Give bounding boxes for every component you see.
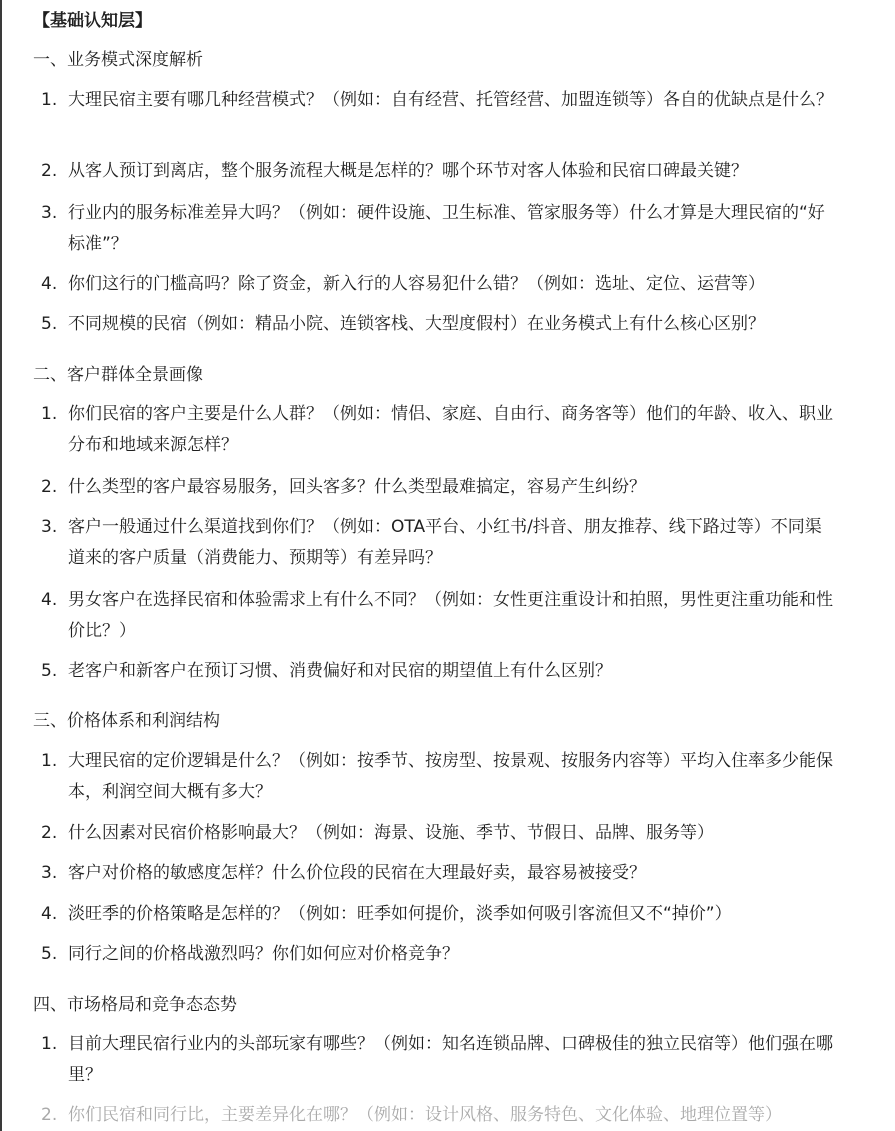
list-item xyxy=(33,472,838,503)
list-item-number: 4. xyxy=(41,274,58,294)
list-item xyxy=(33,746,838,808)
section-heading-pricing: 三、价格体系和利润结构 xyxy=(33,711,220,731)
list-item-number: 3. xyxy=(41,863,58,883)
list-item-text: 客户对价格的敏感度怎样？什么价位段的民宿在大理最好卖，最容易被接受？ xyxy=(68,863,646,883)
list-item-text: 大理民宿主要有哪几种经营模式？（例如：自有经营、托管经营、加盟连锁等）各自的优缺点是什么？ xyxy=(68,90,833,110)
list-item-number: 2. xyxy=(41,477,58,497)
list-item xyxy=(33,899,838,930)
list-item-text: 男女客户在选择民宿和体验需求上有什么不同？（例如：女性更注重设计和拍照，男性更注重功能和性价比？） xyxy=(68,590,833,641)
list-item-text: 不同规模的民宿（例如：精品小院、连锁客栈、大型度假村）在业务模式上有什么核心区别？ xyxy=(68,314,765,334)
list-item-text: 什么因素对民宿价格影响最大？（例如：海景、设施、季节、节假日、品牌、服务等） xyxy=(68,823,714,843)
list-item-number: 1. xyxy=(41,404,58,424)
list-item-number: 2. xyxy=(41,823,58,843)
list-item-text: 你们民宿和同行比，主要差异化在哪？（例如：设计风格、服务特色、文化体验、地理位置等） xyxy=(68,1105,782,1125)
section-heading-customer-profile: 二、客户群体全景画像 xyxy=(33,365,203,385)
list-item xyxy=(33,939,838,970)
list-item-text: 行业内的服务标准差异大吗？（例如：硬件设施、卫生标准、管家服务等）什么才算是大理民宿的“好标准”？ xyxy=(68,203,825,254)
list-item xyxy=(33,818,838,849)
list-item-number: 3. xyxy=(41,203,58,223)
list-item xyxy=(33,656,838,687)
list-item xyxy=(33,512,838,574)
list-item-text: 你们这行的门槛高吗？除了资金，新入行的人容易犯什么错？（例如：选址、定位、运营等） xyxy=(68,274,765,294)
list-item-text: 你们民宿的客户主要是什么人群？（例如：情侣、家庭、自由行、商务客等）他们的年龄、收入、职业分布和地域来源怎样？ xyxy=(68,404,833,455)
list-item-number: 5. xyxy=(41,661,58,681)
list-item xyxy=(33,585,838,647)
section-heading-market: 四、市场格局和竞争态态势 xyxy=(33,995,237,1015)
list-item-number: 1. xyxy=(41,1034,58,1054)
list-item-number: 4. xyxy=(41,590,58,610)
list-item xyxy=(33,399,838,461)
list-item xyxy=(33,85,838,116)
list-item-text: 大理民宿的定价逻辑是什么？（例如：按季节、按房型、按景观、按服务内容等）平均入住率多少能保本，利润空间大概有多大？ xyxy=(68,751,833,802)
section-heading-business-model: 一、业务模式深度解析 xyxy=(33,50,203,70)
list-item xyxy=(33,198,838,260)
list-item-number: 1. xyxy=(41,751,58,771)
list-item xyxy=(33,858,838,889)
list-item-text: 从客人预订到离店，整个服务流程大概是怎样的？哪个环节对客人体验和民宿口碑最关键？ xyxy=(68,161,748,181)
list-item xyxy=(33,1100,838,1131)
left-border xyxy=(0,0,2,1131)
list-item-number: 5. xyxy=(41,944,58,964)
list-item-number: 4. xyxy=(41,904,58,924)
document-title: 【基础认知层】 xyxy=(33,11,152,31)
list-item-number: 2. xyxy=(41,161,58,181)
list-item-text: 同行之间的价格战激烈吗？你们如何应对价格竞争？ xyxy=(68,944,459,964)
list-item-text: 淡旺季的价格策略是怎样的？（例如：旺季如何提价，淡季如何吸引客流但又不“掉价”） xyxy=(68,904,732,924)
list-item-number: 5. xyxy=(41,314,58,334)
list-item xyxy=(33,269,838,300)
list-item-number: 2. xyxy=(41,1105,58,1125)
list-item xyxy=(33,1029,838,1091)
list-item-text: 客户一般通过什么渠道找到你们？（例如：OTA平台、小红书/抖音、朋友推荐、线下路过等）不同渠道来的客户质量（消费能力、预期等）有差异吗？ xyxy=(68,517,822,568)
list-item-text: 什么类型的客户最容易服务，回头客多？什么类型最难搞定，容易产生纠纷？ xyxy=(68,477,646,497)
list-item-number: 1. xyxy=(41,90,58,110)
list-item-text: 目前大理民宿行业内的头部玩家有哪些？（例如：知名连锁品牌、口碑极佳的独立民宿等）他们强在哪里？ xyxy=(68,1034,833,1085)
list-item-number: 3. xyxy=(41,517,58,537)
list-item xyxy=(33,309,838,340)
list-item-text: 老客户和新客户在预订习惯、消费偏好和对民宿的期望值上有什么区别？ xyxy=(68,661,612,681)
list-item xyxy=(33,156,838,187)
